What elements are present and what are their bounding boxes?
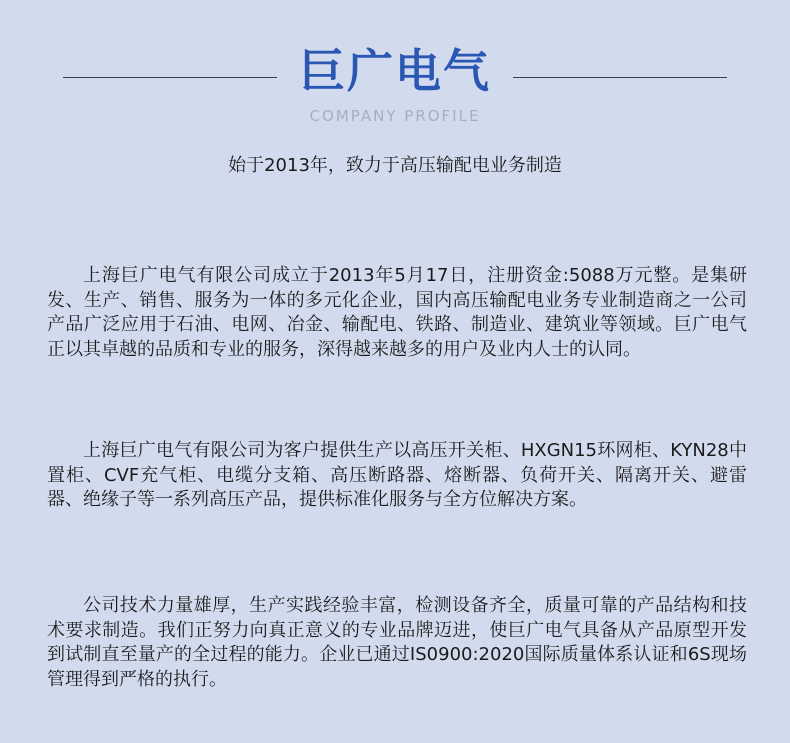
header-divider-right: [513, 77, 727, 78]
paragraph-capabilities: 公司技术力量雄厚，生产实践经验丰富，检测设备齐全，质量可靠的产品结构和技术要求制造。我们正努力向真正意义的专业品牌迈进，使巨广电气具备从产品原型开发到试制直至量产的全过程的能力。企业已通过IS0900:2020国际质量体系认证和6S现场管理得到严格的执行。: [47, 595, 747, 690]
paragraph-products: 上海巨广电气有限公司为客户提供生产以高压开关柜、HXGN15环网柜、KYN28中置柜、CVF充气柜、电缆分支箱、高压断路器、熔断器、负荷开关、隔离开关、避雷器、绝缘子等一系列高压产品，提供标准化服务与全方位解决方案。: [47, 440, 747, 510]
section-header: [0, 38, 790, 128]
tagline: 始于2013年，致力于高压输配电业务制造: [228, 155, 562, 176]
page-subtitle: COMPANY PROFILE: [309, 107, 481, 125]
paragraph-company-intro: 上海巨广电气有限公司成立于2013年5月17日，注册资金:5088万元整。是集研发、生产、销售、服务为一体的多元化企业，国内高压输配电业务专业制造商之一公司产品广泛应用于石油、电网、冶金、输配电、铁路、制造业、建筑业等领域。巨广电气正以其卓越的品质和专业的服务，深得越来越多的用户及业内人士的认同。: [47, 265, 747, 360]
page-title: 巨广电气: [299, 44, 491, 98]
